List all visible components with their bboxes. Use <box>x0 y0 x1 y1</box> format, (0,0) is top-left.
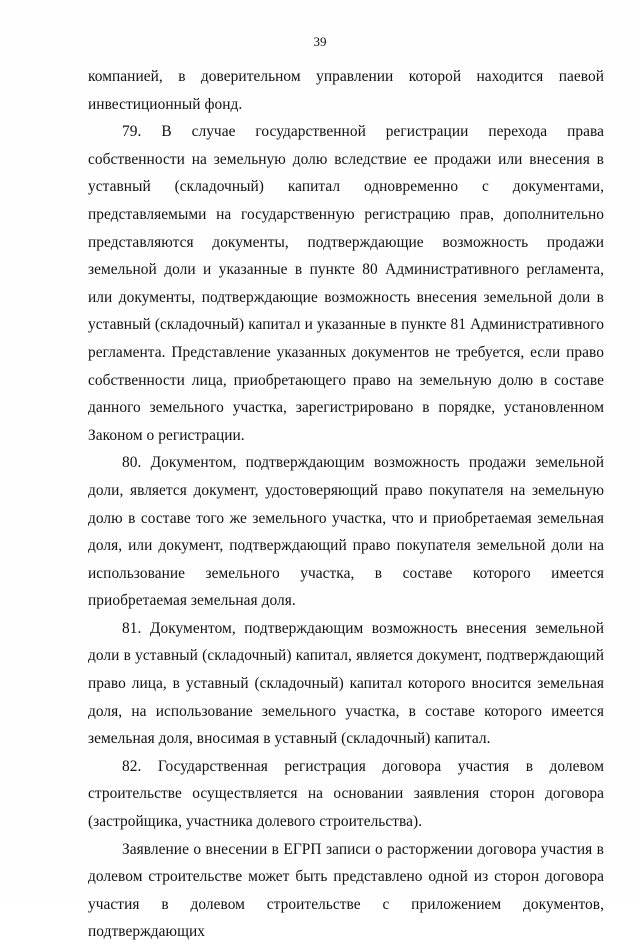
paragraph-81: 81. Документом, подтверждающим возможность внесения земельной доли в уставный (складочный) капитал, является документ, подтверждающий право лица, в уставный (складочный) капитал которого вносится земельная доля, на использование земельного участка, в составе которого имеется земельная доля, вносимая в уставный (складочный) капитал. <box>88 619 604 748</box>
paragraph-79: 79. В случае государственной регистрации перехода права собственности на земельную долю вследствие ее продажи или внесения в уставный (складочный) капитал одновременно с документами, представляемыми на государственную регистрацию прав, дополнительно представляются документы, подтверждающие возможность продажи земельной доли и указанные в пункте 80 Административного регламента, или документы, подтверждающие возможность внесения земельной доли в уставный (складочный) капитал и указанные в пункте 81 Административного регламента. Представление указанных документов не требуется, если право собственности лица, приобретающего право на земельную долю в составе данного земельного участка, зарегистрировано в порядке, установленном Законом о регистрации. <box>88 123 604 444</box>
paragraph-continuation: компанией, в доверительном управлении которой находится паевой инвестиционный фонд. <box>88 68 604 113</box>
paragraph-82: 82. Государственная регистрация договора участия в долевом строительстве осуществляется на основании заявления сторон договора (застройщика, участника долевого строительства). <box>88 757 604 831</box>
document-body <box>88 63 604 946</box>
paragraph-82-continuation: Заявление о внесении в ЕГРП записи о расторжении договора участия в долевом строительстве может быть представлено одной из сторон договора участия в долевом строительстве с приложением документов, подтверждающих <box>88 840 604 941</box>
paragraph-80: 80. Документом, подтверждающим возможность продажи земельной доли, является документ, удостоверяющий право покупателя на земельную долю в составе того же земельного участка, что и приобретаемая земельная доля, или документ, подтверждающий право покупателя земельной доли на использование земельного участка, в составе которого имеется приобретаемая земельная доля. <box>88 454 604 610</box>
page-number: 39 <box>313 34 327 49</box>
